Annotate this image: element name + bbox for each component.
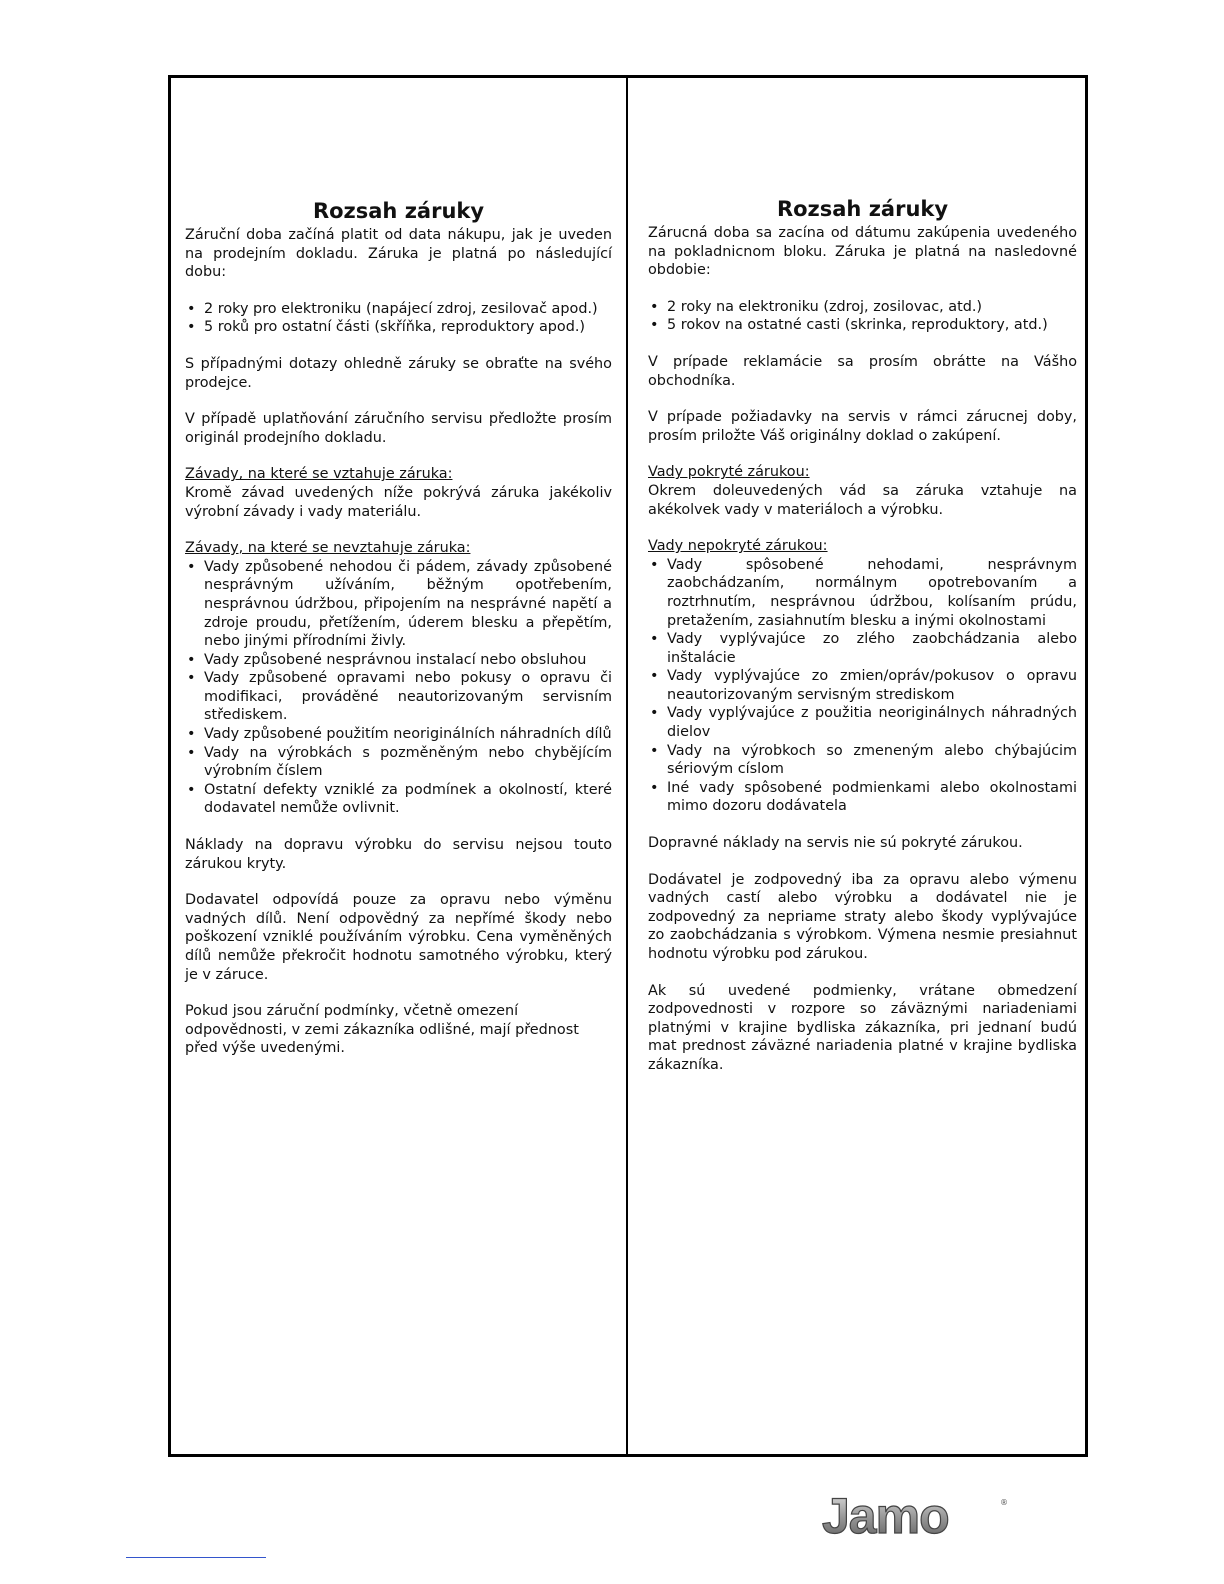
precedence-paragraph: Ak sú uvedené podmienky, vrátane obmedzení zodpovednosti v rozpore so záväznými nariadeniami platnými v krajine bydliska zákazníka, pri jednaní budú mat prednost záväzné nariadenia platné v krajine bydliska zákazníka. [648,982,1077,1073]
list-item: • Ostatní defekty vzniklé za podmínek a okolností, které dodavatel nemůže ovlivnit. [185,781,612,818]
registered-mark: ® [1000,1498,1008,1507]
list-item: • Vady způsobené nehodou či pádem, závady způsobené nesprávným užíváním, běžným opotřebením, nesprávnou údržbou, připojením na nesprávné napětí a zdroje proudu, přetížením, úderem blesku a přepětím, nebo jinými přírodními živly. [185,558,612,651]
list-item: • Vady vyplývajúce zo zmien/opráv/pokusov o opravu neautorizovaným servisným strediskom [648,667,1077,704]
list-item: • Vady způsobené opravami nebo pokusy o opravu či modifikaci, prováděné neautorizovaným servisním střediskem. [185,669,612,725]
list-item: • 5 rokov na ostatné casti (skrinka, reproduktory, atd.) [648,316,1077,335]
list-item: • Vady vyplývajúce zo zlého zaobchádzania alebo inštalácie [648,630,1077,667]
warranty-title: Rozsah záruky [776,197,949,221]
list-item: • Vady způsobené nesprávnou instalací nebo obsluhou [185,651,612,670]
covered-heading: Závady, na které se vztahuje záruka: [185,466,453,483]
list-item: • 2 roky pro elektroniku (napájecí zdroj, zesilovač apod.) [185,300,612,319]
precedence-paragraph: Pokud jsou záruční podmínky, včetně omezení odpovědnosti, v zemi zákazníka odlišné, mají přednost před výše uvedenými. [185,1003,579,1057]
warranty-intro: Záruční doba začíná platit od data nákupu, jak je uveden na prodejním dokladu. Záruka je platná po následující dobu: [185,227,612,281]
list-item: • Iné vady spôsobené podmienkami alebo okolnostami mimo dozoru dodávatela [648,779,1077,816]
warranty-table [168,75,1088,1457]
service-paragraph: V případě uplatňování záručního servisu předložte prosím originál prodejního dokladu. [185,411,612,446]
service-paragraph: V prípade požiadavky na servis v rámci zárucnej doby, prosím priložte Váš originálny doklad o zakúpení. [648,409,1077,444]
covered-paragraph: Kromě závad uvedených níže pokrývá záruka jakékoliv výrobní závady i vady materiálu. [185,484,612,520]
liability-paragraph: Dodávatel je zodpovedný iba za opravu alebo výmenu vadných castí alebo výrobku a dodávatel nie je zodpovedný za nepriame straty alebo škody vyplývajúce zo zaobchádzania s výrobkom. Výmena nesmie presiahnut hodnotu výrobku pod zárukou. [648,871,1077,962]
list-item: • Vady na výrobkoch so zmeneným alebo chýbajúcim sériovým císlom [648,742,1077,779]
list-item: • Vady na výrobkách s pozměněným nebo chybějícím výrobním číslem [185,744,612,781]
not-covered-heading: Vady nepokryté zárukou: [648,538,828,555]
list-item: • Vady způsobené použitím neoriginálních náhradních dílů [185,725,612,744]
jamo-logo [820,1493,1010,1538]
warranty-periods-list [185,300,612,337]
warranty-title: Rozsah záruky [312,199,485,223]
list-item: • 5 roků pro ostatní části (skříňka, reproduktory apod.) [185,318,612,337]
transport-paragraph: Náklady na dopravu výrobku do servisu nejsou touto zárukou kryty. [185,837,612,872]
covered-paragraph: Okrem doleuvedených vád sa záruka vztahuje na akékolvek vady v materiáloch a výrobku. [648,482,1077,518]
column-slovak [628,78,1085,1454]
logo-wordmark: Jamo [822,1493,949,1538]
list-item: • 2 roky na elektroniku (zdroj, zosilovac, atd.) [648,298,1077,317]
not-covered-list [185,558,612,818]
warranty-periods-list [648,298,1077,335]
column-czech [171,78,628,1454]
contact-paragraph: V prípade reklamácie sa prosím obrátte na Vášho obchodníka. [648,353,1077,389]
transport-paragraph: Dopravné náklady na servis nie sú pokryté zárukou. [648,835,1023,852]
footer-rule [126,1557,266,1558]
list-item: • Vady spôsobené nehodami, nesprávnym zaobchádzaním, normálnym opotrebovaním a roztrhnutím, nesprávnou údržbou, kolísaním prúdu, pretažením, zasiahnutím blesku a inými okolnostami [648,556,1077,630]
contact-paragraph: S případnými dotazy ohledně záruky se obraťte na svého prodejce. [185,355,612,391]
warranty-intro: Zárucná doba sa zacína od dátumu zakúpenia uvedeného na pokladnicnom bloku. Záruka je platná na nasledovné obdobie: [648,225,1077,279]
list-item: • Vady vyplývajúce z použitia neoriginálnych náhradných dielov [648,704,1077,741]
not-covered-list [648,556,1077,816]
liability-paragraph: Dodavatel odpovídá pouze za opravu nebo výměnu vadných dílů. Není odpovědný za nepřímé škody nebo poškození vzniklé používáním výrobku. Cena vyměněných dílů nemůže překročit hodnotu samotného výrobku, který je v záruce. [185,892,612,983]
not-covered-heading: Závady, na které se nevztahuje záruka: [185,540,471,557]
covered-heading: Vady pokryté zárukou: [648,464,810,481]
